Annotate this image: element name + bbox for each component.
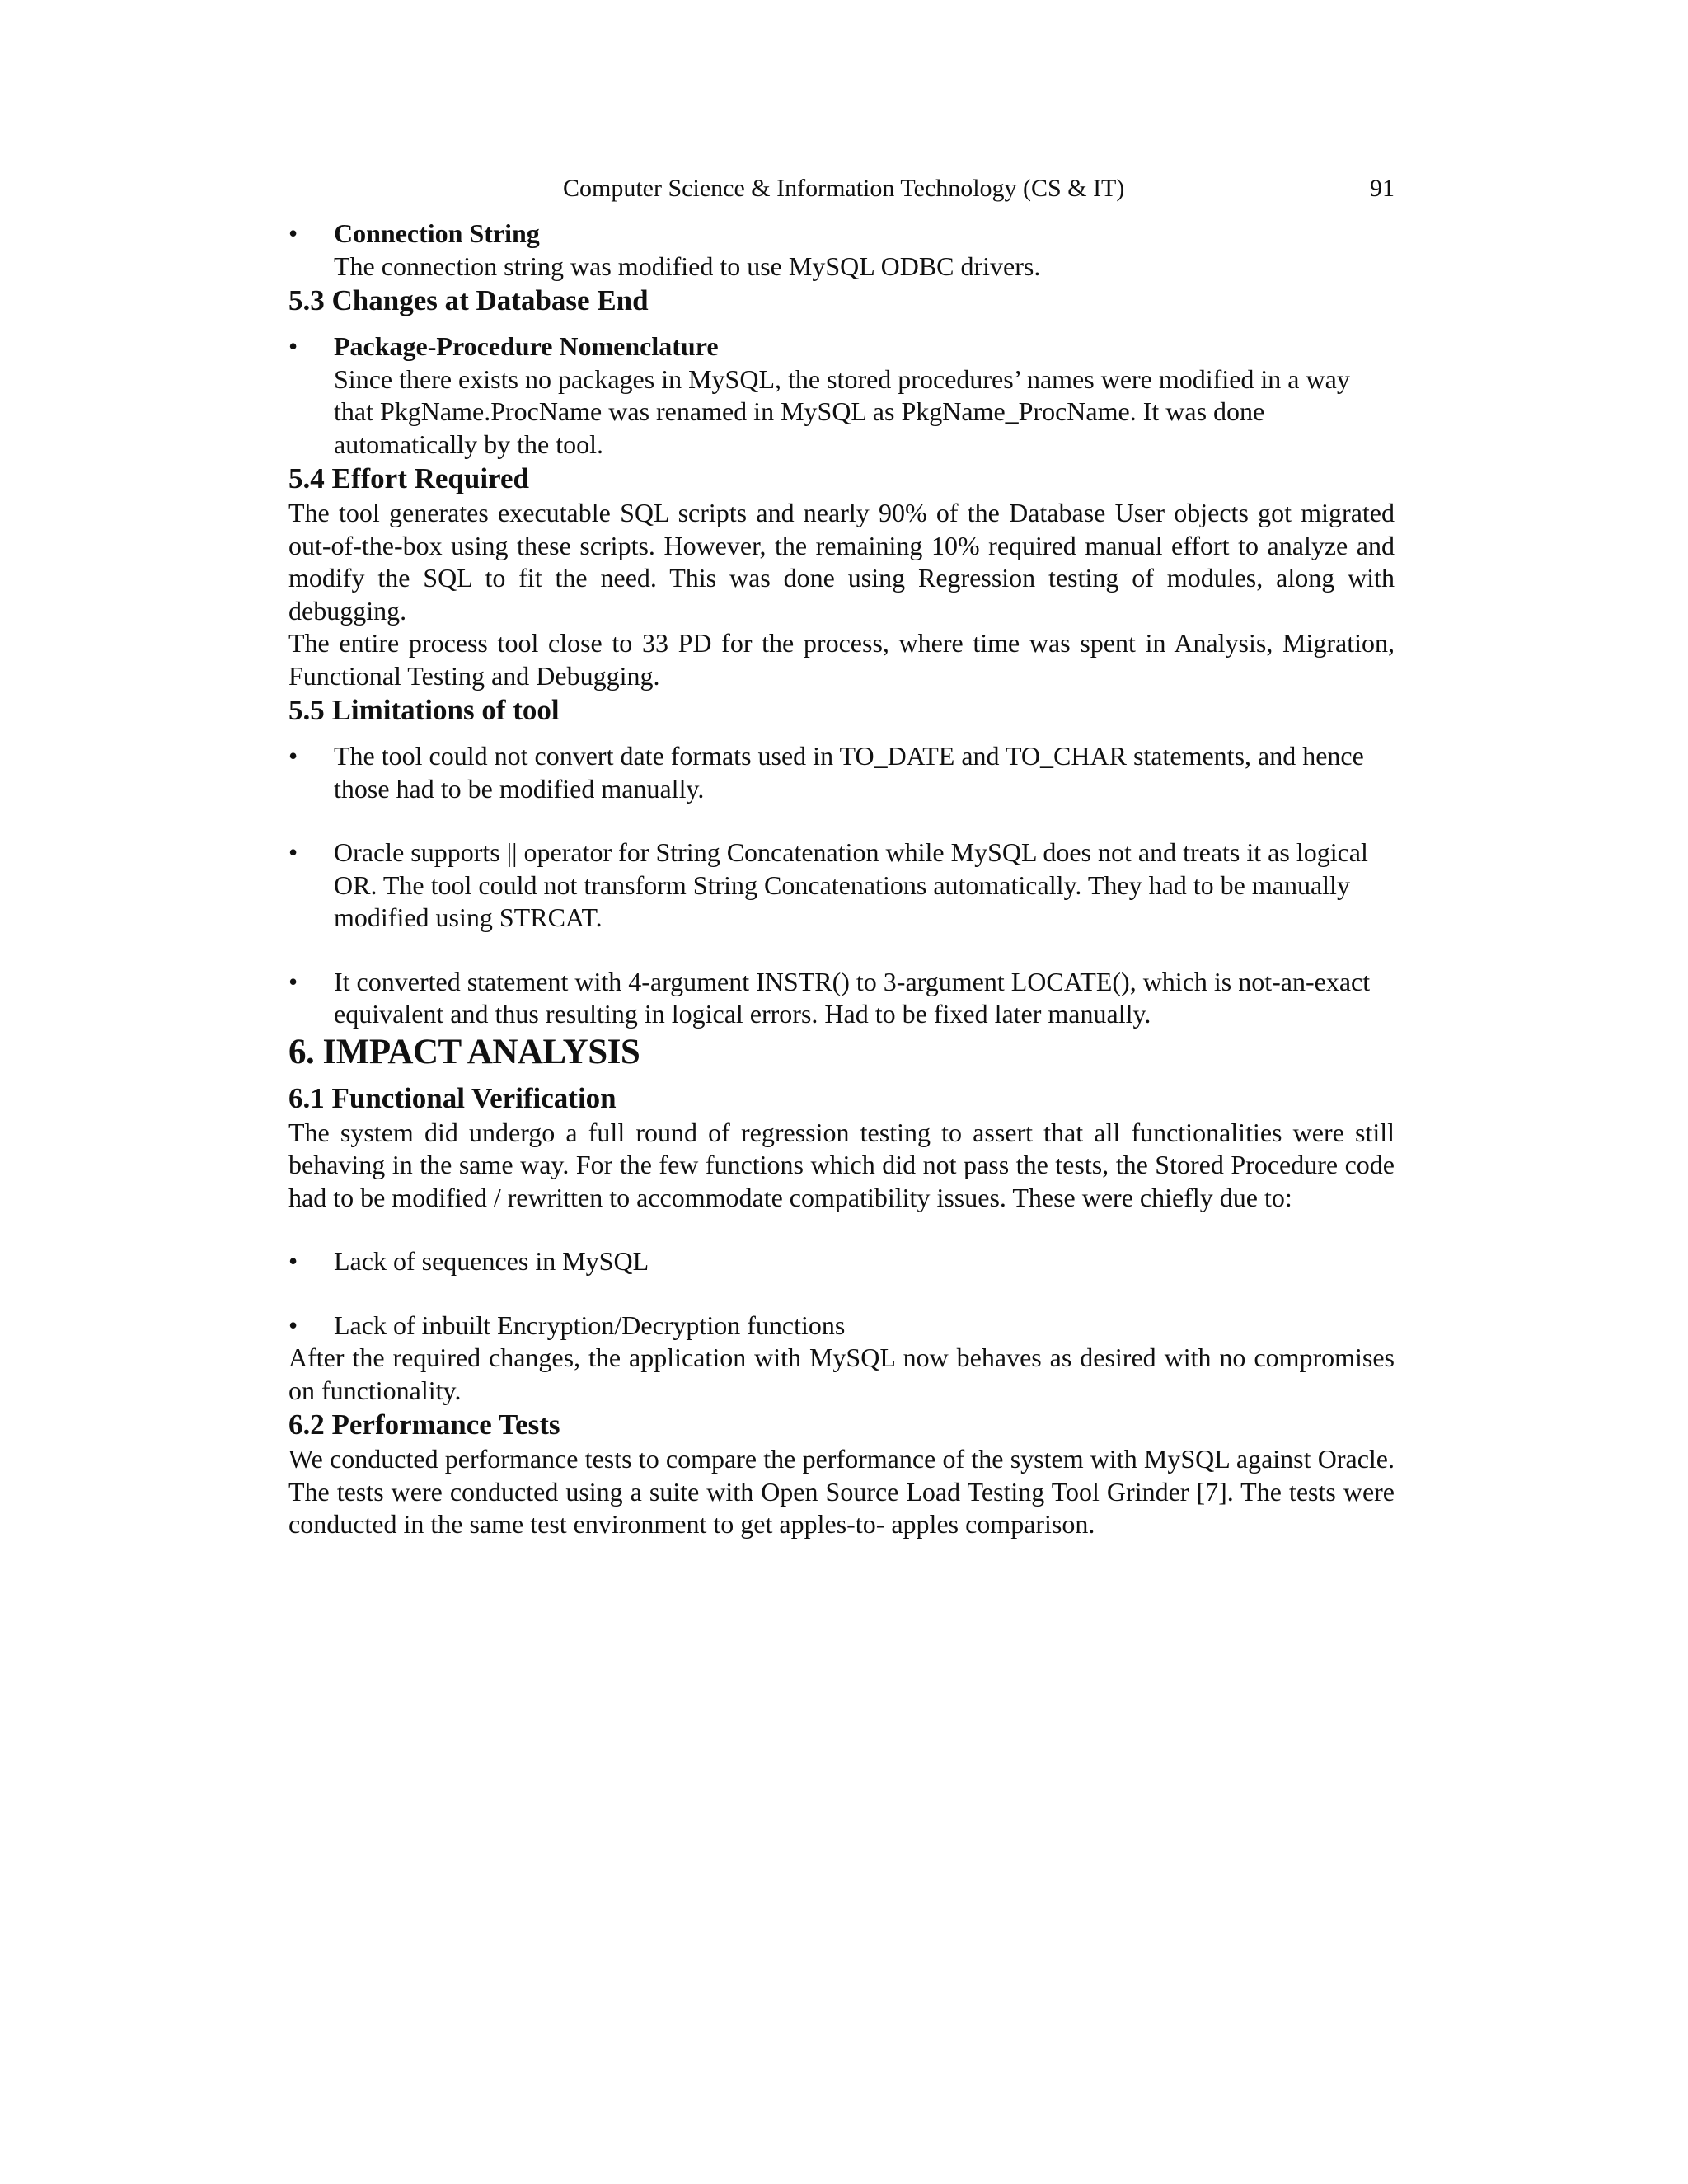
bullet-dot: •: [288, 741, 298, 771]
bullet-title: Package-Procedure Nomenclature: [334, 331, 719, 361]
bullet-body: Since there exists no packages in MySQL, the stored procedures’ names were modified in a way that PkgName.ProcName was renamed in MySQL as PkgName_ProcName. It was done automatically by the tool.: [334, 363, 1350, 459]
section-heading-6-2: 6.2 Performance Tests: [288, 1408, 560, 1441]
bullet-body: The connection string was modified to use MySQL ODBC drivers.: [334, 251, 1041, 281]
paragraph: We conducted performance tests to compare the performance of the system with MySQL against Oracle. The tests were conducted using a suite with Open Source Load Testing Tool Grinder [7]. The tests were conducted in the same test environment to get apples-to- apples comparison.: [288, 1444, 1395, 1539]
bullet-body: Lack of inbuilt Encryption/Decryption functions: [334, 1310, 846, 1340]
paragraph: The tool generates executable SQL scripts and nearly 90% of the Database User objects got migrated out-of-the-box using these scripts. However, the remaining 10% required manual effort to analyze and modify the SQL to fit the need. This was done using Regression testing of modules, along with debugging.: [288, 498, 1395, 626]
page-number: 91: [1370, 175, 1395, 202]
bullet-dot: •: [288, 837, 298, 867]
section-heading-5-5: 5.5 Limitations of tool: [288, 694, 560, 726]
bullet-body: The tool could not convert date formats used in TO_DATE and TO_CHAR statements, and hence those had to be modified manually.: [334, 741, 1364, 804]
paragraph: After the required changes, the application with MySQL now behaves as desired with no compromises on functionality.: [288, 1343, 1395, 1405]
section-heading-5-3: 5.3 Changes at Database End: [288, 284, 649, 316]
bullet-title: Connection String: [334, 218, 540, 248]
list-item: [288, 966, 1395, 1031]
bullet-connection-string: [288, 218, 1395, 283]
bullet-dot: •: [288, 966, 298, 996]
list-item: [288, 740, 1395, 805]
page-content: [288, 218, 1395, 1541]
bullet-package-procedure: [288, 330, 1395, 461]
section-heading-5-4: 5.4 Effort Required: [288, 462, 529, 494]
bullet-body: Lack of sequences in MySQL: [334, 1246, 649, 1276]
list-item: [288, 837, 1395, 935]
bullet-dot: •: [288, 331, 298, 361]
bullet-dot: •: [288, 1246, 298, 1276]
section-heading-6: 6. IMPACT ANALYSIS: [288, 1032, 640, 1071]
journal-title: Computer Science & Information Technology (CS & IT): [563, 175, 1125, 202]
bullet-dot: •: [288, 1310, 298, 1340]
bullet-dot: •: [288, 218, 298, 248]
running-header: [288, 172, 1395, 205]
paragraph: The system did undergo a full round of regression testing to assert that all functionalities were still behaving in the same way. For the few functions which did not pass the tests, the Stored Procedure code had to be modified / rewritten to accommodate compatibility issues. These were chiefly due to:: [288, 1117, 1395, 1212]
bullet-body: Oracle supports || operator for String Concatenation while MySQL does not and treats it as logical OR. The tool could not transform String Concatenations automatically. They had to be manually modified using STRCAT.: [334, 837, 1368, 932]
paragraph: The entire process tool close to 33 PD for the process, where time was spent in Analysis, Migration, Functional Testing and Debugging.: [288, 628, 1395, 691]
list-item: [288, 1245, 1395, 1278]
section-heading-6-1: 6.1 Functional Verification: [288, 1081, 617, 1114]
bullet-body: It converted statement with 4-argument INSTR() to 3-argument LOCATE(), which is not-an-exact equivalent and thus resulting in logical errors. Had to be fixed later manually.: [334, 966, 1371, 1029]
list-item: [288, 1310, 1395, 1343]
